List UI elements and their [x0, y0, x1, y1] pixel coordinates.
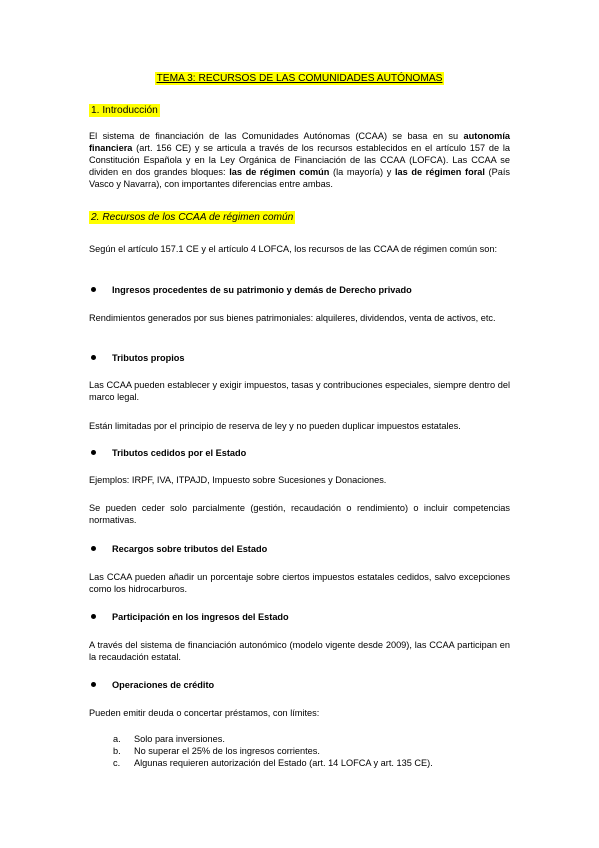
recursos-lead-paragraph: Según el artículo 157.1 CE y el artículo 4 LOFCA, los recursos de las CCAA de régimen común son: [89, 244, 498, 254]
bullet-dot-icon [91, 450, 96, 455]
paragraph-participacion: A través del sistema de financiación autonómico (modelo vigente desde 2009), las CCAA participan en la recaudación estatal. [89, 640, 510, 662]
section-heading-introduction: 1. Introducción [91, 105, 158, 116]
bullet-dot-icon [91, 682, 96, 687]
paragraph-tributos-propios-1: Las CCAA pueden establecer y exigir impuestos, tasas y contribuciones especiales, siempre dentro del marco legal. [89, 380, 510, 402]
list-item: a. Solo para inversiones. [113, 734, 225, 744]
section-heading-recursos: 2. Recursos de los CCAA de régimen común [91, 212, 294, 223]
paragraph-tributos-cedidos-1: Ejemplos: IRPF, IVA, ITPAJD, Impuesto sobre Sucesiones y Donaciones. [89, 475, 387, 485]
bullet-dot-icon [91, 287, 96, 292]
credit-limits-list [113, 733, 493, 769]
list-item: b. No superar el 25% de los ingresos corrientes. [113, 746, 320, 756]
bold-regimen-foral: las de régimen foral [394, 167, 485, 177]
paragraph-tributos-propios-2: Están limitadas por el principio de reserva de ley y no pueden duplicar impuestos estatales. [89, 421, 461, 431]
document-title-text: TEMA 3: RECURSOS DE LAS COMUNIDADES AUTÓNOMAS [156, 73, 443, 84]
paragraph-recargos: Las CCAA pueden añadir un porcentaje sobre ciertos impuestos estatales cedidos, salvo excepciones como los hidrocarburos. [89, 572, 510, 594]
bullet-dot-icon [91, 614, 96, 619]
bold-autonomia-financiera: autonomía financiera [89, 131, 510, 153]
paragraph-operaciones-credito: Pueden emitir deuda o concertar préstamos, con límites: [89, 708, 320, 718]
bold-regimen-comun: las de régimen común [229, 167, 330, 177]
document-page: TEMA 3: RECURSOS DE LAS COMUNIDADES AUTÓNOMAS 1. Introducción El sistema de financiación de las Comunidades Autónomas (CCAA) se basa en su autonomía financiera (art. 156 CE) y se articula a través de los recursos establecidos en el artículo 157 de la Constitución Española y en la Ley Orgánica de Financiación de las CCAA (LOFCA). Las CCAA se dividen en dos grandes bloques: las de régimen común (la mayoría) y las de régimen foral (País Vasco y Navarra), con importantes diferencias entre ambas. 2. Recursos de los CCAA de régimen común Según el artículo 157.1 CE y el artículo 4 LOFCA, los recursos de las CCAA de régimen común son: Ingresos procedentes de su patrimonio y demás de Derecho privado Rendimientos generados por sus bienes patrimoniales: alquileres, dividendos, venta de activos, etc. Tributos propios Las CCAA pueden establecer y exigir impuestos, tasas y contribuciones especiales, siempre dentro del marco legal. Están limitadas por el principio de reserva de ley y no pueden duplicar impuestos estatales. Tributos cedidos por el Estado Ejemplos: IRPF, IVA, ITPAJD, Impuesto sobre Sucesiones y Donaciones. Se pueden ceder solo parcialmente (gestión, recaudación o rendimiento) o incluir competencias normativas. Recargos sobre tributos del Estado Las CCAA pueden añadir un porcentaje sobre ciertos impuestos estatales cedidos, salvo excepciones como los hidrocarburos. Participación en los ingresos del Estado A través del sistema de financiación autonómico (modelo vigente desde 2009), las CCAA participan en la recaudación estatal. Operaciones de crédito Pueden emitir deuda o concertar préstamos, con límites: a. Solo para inversiones. b. No superar el 25% de los ingresos corrientes. c. Algunas requieren autorización del Estado (art. 14 LOFCA y art. 135 CE). [0, 0, 599, 848]
paragraph-patrimonio: Rendimientos generados por sus bienes patrimoniales: alquileres, dividendos, venta de activos, etc. [89, 313, 496, 323]
intro-paragraph: El sistema de financiación de las Comunidades Autónomas (CCAA) se basa en su autonomía financiera (art. 156 CE) y se articula a través de los recursos establecidos en el artículo 157 de la Constitución Española y en la Ley Orgánica de Financiación de las CCAA (LOFCA). Las CCAA se dividen en dos grandes bloques: las de régimen común (la mayoría) y las de régimen foral (País Vasco y Navarra), con importantes diferencias entre ambas. [89, 131, 510, 189]
list-item: c. Algunas requieren autorización del Estado (art. 14 LOFCA y art. 135 CE). [113, 758, 433, 768]
paragraph-tributos-cedidos-2: Se pueden ceder solo parcialmente (gestión, recaudación o rendimiento) o incluir competencias normativas. [89, 503, 510, 525]
document-title [0, 72, 599, 85]
bullet-dot-icon [91, 546, 96, 551]
bullet-dot-icon [91, 355, 96, 360]
